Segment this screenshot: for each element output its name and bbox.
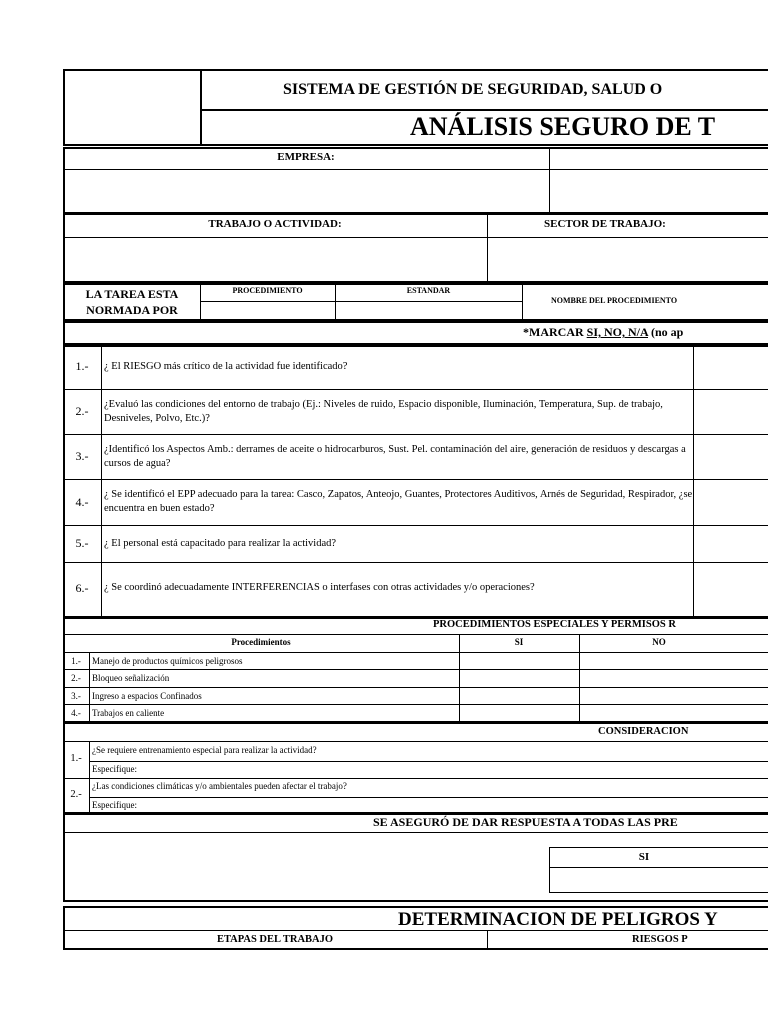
nombre-procedimiento-label: NOMBRE DEL PROCEDIMIENTO: [551, 296, 678, 305]
estandar-label: ESTANDAR: [406, 286, 451, 295]
question-number: 1.-: [75, 359, 89, 373]
special-row-number: 3.-: [71, 691, 81, 701]
special-row-number: 2.-: [71, 673, 81, 683]
answers-si-checkbox[interactable]: [551, 869, 739, 891]
question-text: ¿ Se coordinó adecuadamente INTERFERENCIAS o interfases con otras actividades y/o operaciones?: [104, 582, 535, 593]
work-sector-label: SECTOR DE TRABAJO:: [544, 218, 666, 230]
answers-si-label: SI: [638, 851, 650, 863]
questions-table: [63, 345, 768, 618]
special-row-text: Trabajos en caliente: [92, 708, 165, 718]
company-label: EMPRESA:: [277, 151, 335, 163]
special-row-number: 1.-: [71, 656, 81, 666]
consideration-question: ¿Se requiere entrenamiento especial para realizar la actividad?: [92, 745, 317, 755]
answers-confirmation-title: SE ASEGURÓ DE DAR RESPUESTA A TODAS LAS PRE: [373, 815, 678, 829]
estandar-checkbox[interactable]: [337, 303, 521, 320]
risks-column-header: RIESGOS P: [632, 934, 688, 945]
question-number: 6.-: [75, 581, 89, 595]
marcar-instruction: *MARCAR SI, NO, N/A (no ap: [523, 325, 684, 339]
question-number: 4.-: [75, 495, 89, 509]
procedimientos-column-header: Procedimientos: [231, 637, 291, 647]
consideration-specify-label: Especifique:: [92, 800, 137, 810]
question-number: 3.-: [75, 449, 89, 463]
no-column-header: NO: [652, 637, 666, 647]
consideration-specify-label: Especifique:: [92, 764, 137, 774]
special-procedures-title: PROCEDIMIENTOS ESPECIALES Y PERMISOS R: [433, 619, 676, 630]
hazards-title: DETERMINACION DE PELIGROS Y: [398, 909, 718, 930]
special-procedures-table: [63, 617, 768, 723]
normada-label: LA TAREA ESTA NORMADA POR: [85, 287, 179, 317]
special-row-text: Manejo de productos químicos peligrosos: [92, 656, 243, 666]
procedimiento-label: PROCEDIMIENTO: [232, 286, 303, 295]
special-row-text: Bloqueo señalización: [92, 673, 170, 683]
question-number: 5.-: [75, 536, 89, 550]
consideration-number: 2.-: [70, 789, 82, 800]
question-text: ¿Evaluó las condiciones del entorno de trabajo (Ej.: Niveles de ruido, Espacio disponible, Iluminación, Temperatura, Sup. de trabajo, Desniveles, Polvo, Etc.)?: [104, 399, 663, 424]
consideration-number: 1.-: [70, 753, 82, 764]
si-column-header: SI: [514, 637, 524, 647]
question-text: ¿ El RIESGO más crítico de la actividad fue identificado?: [104, 361, 348, 372]
work-activity-label: TRABAJO O ACTIVIDAD:: [208, 218, 342, 230]
question-text: ¿Identificó los Aspectos Amb.: derrames de aceite o hidrocarburos, Sust. Pel. contaminación del aire, generación de residuos y descargas a cursos de agua?: [104, 444, 686, 469]
stages-column-header: ETAPAS DEL TRABAJO: [216, 934, 334, 945]
procedimiento-checkbox[interactable]: [202, 303, 334, 320]
question-number: 2.-: [75, 404, 89, 418]
consideration-question: ¿Las condiciones climáticas y/o ambientales pueden afectar el trabajo?: [92, 781, 347, 791]
form-title: ANÁLISIS SEGURO DE T: [410, 112, 716, 141]
special-row-number: 4.-: [71, 708, 81, 718]
company-extra-input[interactable]: [551, 171, 701, 213]
logo-box: [65, 71, 200, 144]
work-sector-input[interactable]: [489, 239, 699, 282]
work-activity-input[interactable]: [65, 239, 486, 282]
company-input[interactable]: [65, 171, 548, 213]
special-row-text: Ingreso a espacios Confinados: [92, 691, 202, 701]
considerations-title: CONSIDERACION: [598, 726, 689, 737]
question-text: ¿ El personal está capacitado para realizar la actividad?: [104, 538, 337, 549]
system-title: SISTEMA DE GESTIÓN DE SEGURIDAD, SALUD O: [283, 81, 663, 98]
question-text: ¿ Se identificó el EPP adecuado para la tarea: Casco, Zapatos, Anteojo, Guantes, Protectores Auditivos, Arnés de Seguridad, Respirador, ¿se encuentra en buen estado?: [104, 489, 693, 514]
